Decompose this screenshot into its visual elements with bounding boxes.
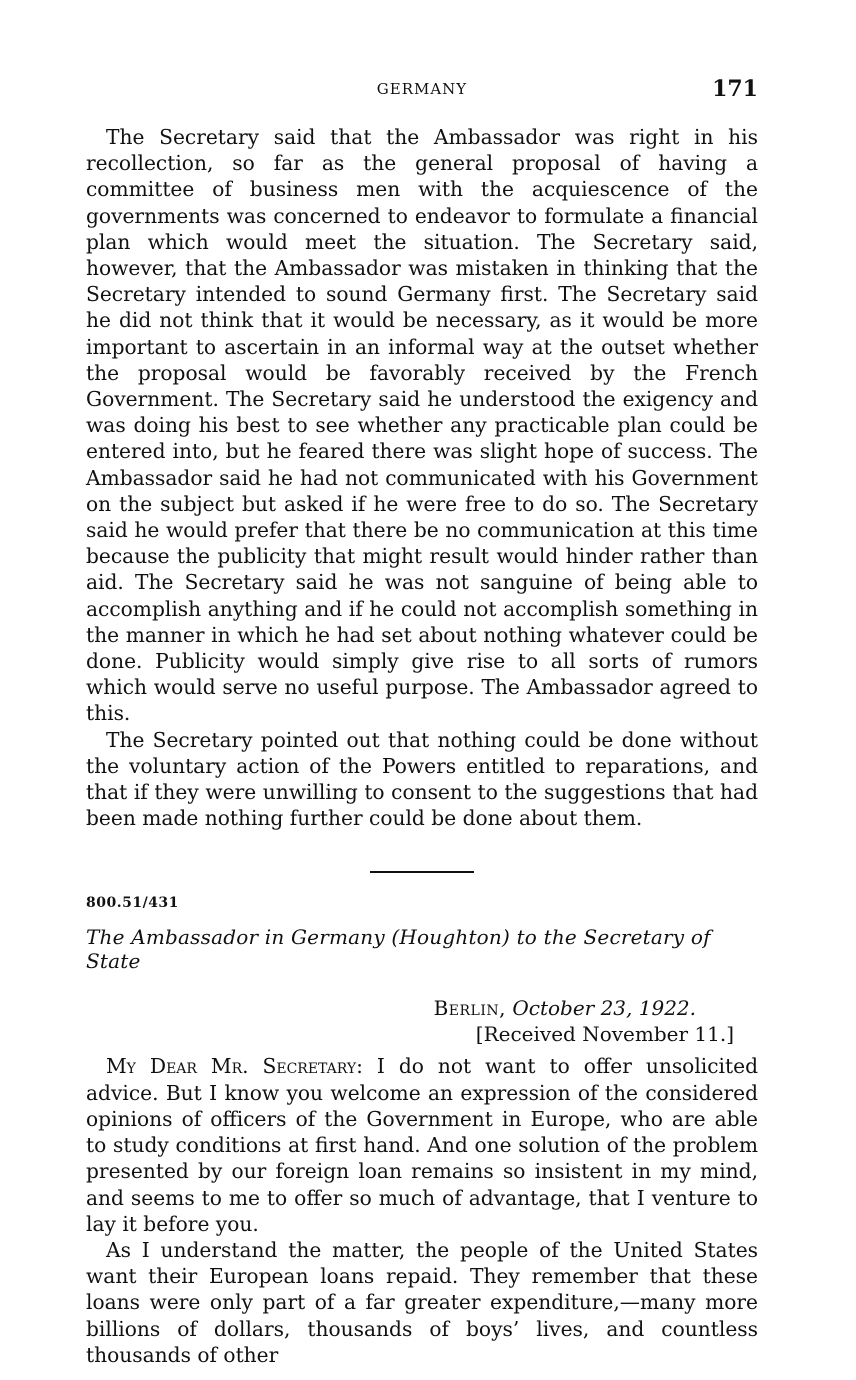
dateline-place: Berlin, [433,996,506,1021]
paragraph-2: The Secretary pointed out that nothing could be done without the voluntary action of the Powers entitled to reparations, and that if they were unwilling to consent to the suggestions that had been made nothing further could be done about them. [86,727,758,831]
salutation: My Dear Mr. Secretary: [106,1054,363,1079]
letter-paragraph-1-body: I do not want to offer unsolicited advice. But I know you welcome an expression of the considered opinions of officers of the Government in Europe, who are able to study conditions at first hand. And one solution of the problem presented by our foreign loan remains so insistent in my mind, and seems to me to offer so much of advantage, that I venture to lay it before you. [86,1054,758,1236]
dateline-date: October 23, 1922. [512,996,696,1021]
dateline [86,995,758,1021]
document-title: The Ambassador in Germany (Houghton) to the Secretary of State [86,925,711,974]
paragraph-1: The Secretary said that the Ambassador was right in his recollection, so far as the general proposal of having a committee of business men with the acquiescence of the governments was concerned to endeavor to formulate a financial plan which would meet the situation. The Secretary said, however, that the Ambassador was mistaken in thinking that the Secretary intended to sound Germany first. The Secretary said he did not think that it would be necessary, as it would be more important to ascertain in an informal way at the outset whether the proposal would be favorably received by the French Government. The Secretary said he understood the exigency and was doing his best to see whether any practicable plan could be entered into, but he feared there was slight hope of success. The Ambassador said he had not communicated with his Government on the subject but asked if he were free to do so. The Secretary said he would prefer that there be no communication at this time because the publicity that might result would hinder rather than aid. The Secretary said he was not sanguine of being able to accomplish anything and if he could not accomplish something in the manner in which he had set about nothing whatever could be done. Publicity would simply give rise to all sorts of rumors which would serve no useful purpose. The Ambassador agreed to this. [86,125,758,726]
file-number: 800.51/431 [86,895,179,912]
running-head: GERMANY [376,80,468,98]
section-divider [370,871,474,873]
received-date: [Received November 11.] [475,1022,734,1047]
letter-paragraph-2: As I understand the matter, the people of the United States want their European loans repaid. They remember that these loans were only part of a far greater expenditure,—many more billions of dollars, thousands of boys’ lives, and countless thousands of other [86,1237,758,1367]
document-page [86,70,758,1368]
letter-paragraph-1 [86,1053,758,1236]
page-header [86,70,758,110]
page-number: 171 [712,76,758,102]
